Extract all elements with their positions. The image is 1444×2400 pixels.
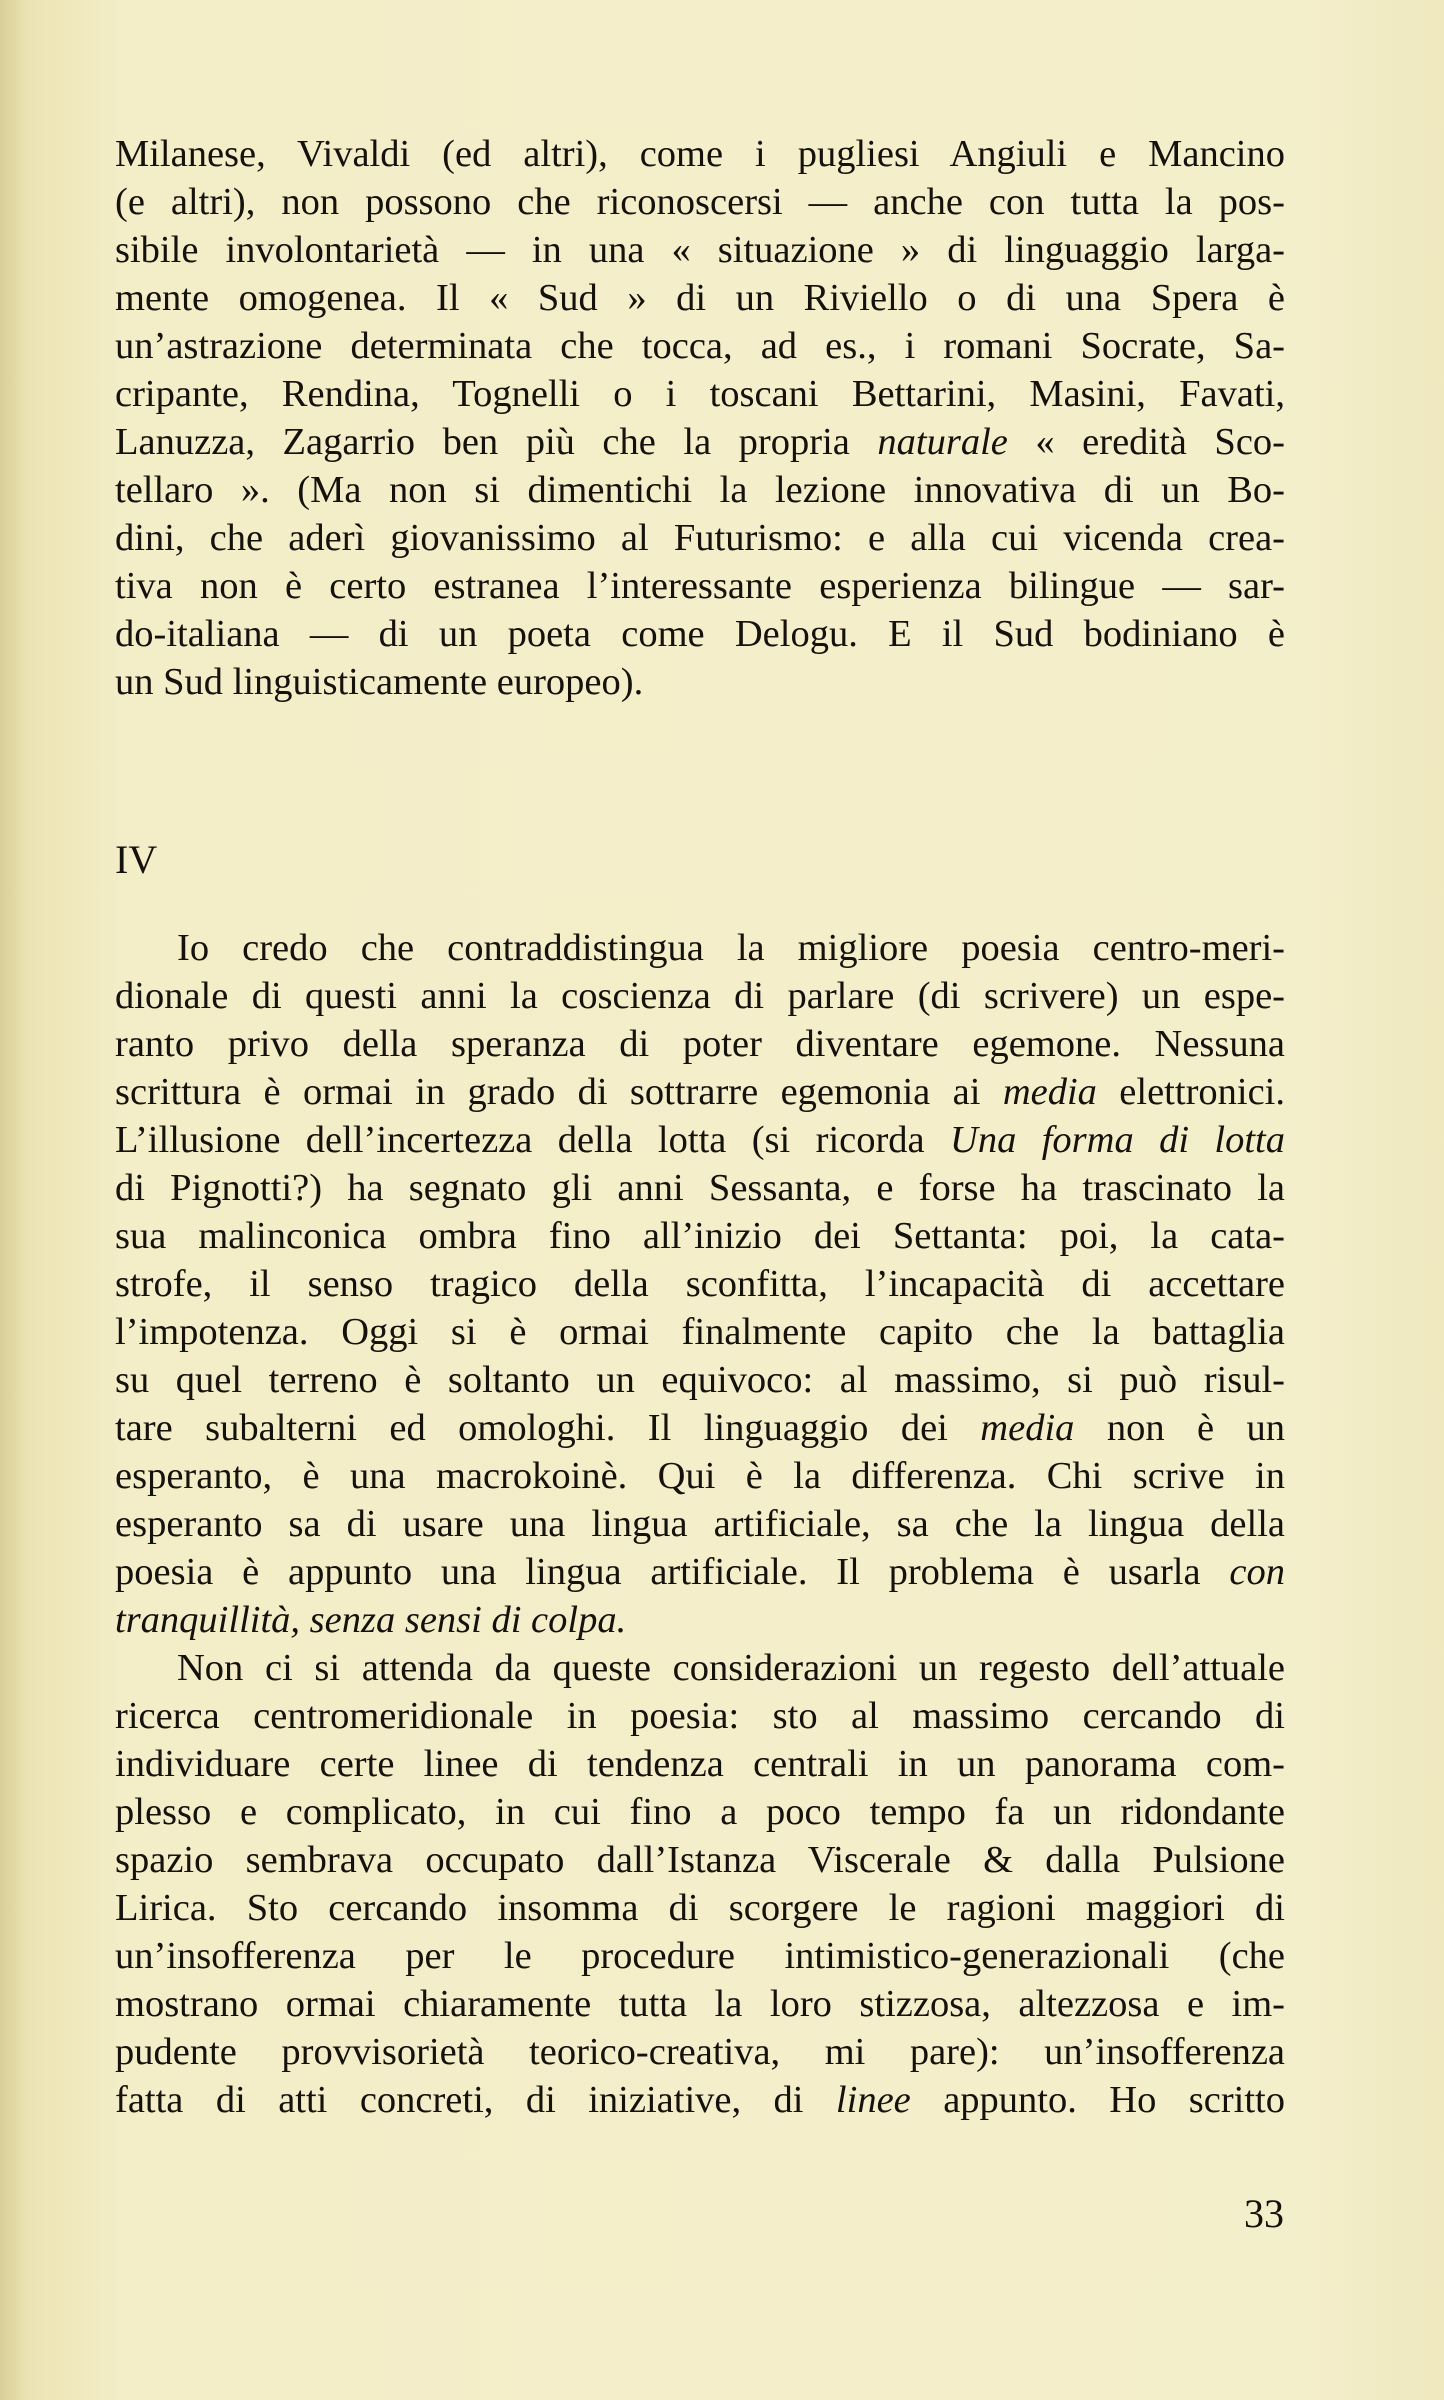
text-run: tare subalterni ed omologhi. Il linguaggio dei — [115, 1407, 948, 1449]
text-line: un Sud linguisticamente europeo). — [115, 661, 644, 703]
text-line: su quel terreno è soltanto un equivoco: al massimo, si può risul- — [115, 1359, 1285, 1401]
text-line: cripante, Rendina, Tognelli o i toscani Bettarini, Masini, Favati, — [115, 373, 1285, 415]
text-run: L’illusione dell’incertezza della lotta (si ricorda — [115, 1119, 925, 1161]
text-line: Lirica. Sto cercando insomma di scorgere le ragioni maggiori di — [115, 1887, 1285, 1929]
text-line: di Pignotti?) ha segnato gli anni Sessanta, e forse ha trascinato la — [115, 1167, 1285, 1209]
text-line: ricerca centromeridionale in poesia: sto al massimo cercando di — [115, 1695, 1285, 1737]
text-line: spazio sembrava occupato dall’Istanza Viscerale & dalla Pulsione — [115, 1839, 1285, 1881]
text-line: tellaro ». (Ma non si dimentichi la lezione innovativa di un Bo- — [115, 469, 1285, 511]
text-run: fatta di atti concreti, di iniziative, di — [115, 2079, 804, 2121]
text-line: do-italiana — di un poeta come Delogu. E il Sud bodiniano è — [115, 613, 1285, 655]
text-line — [115, 418, 1285, 466]
text-line — [115, 1548, 1285, 1596]
italic-text: linee — [835, 2079, 911, 2121]
text-run: Lanuzza, Zagarrio ben più che la propria — [115, 421, 850, 463]
text-line: Non ci si attenda da queste considerazioni un regesto dell’attuale — [177, 1647, 1285, 1689]
italic-text: naturale — [877, 421, 1008, 463]
italic-text: Una forma di lotta — [950, 1119, 1286, 1161]
text-line: esperanto, è una macrokoinè. Qui è la differenza. Chi scrive in — [115, 1455, 1285, 1497]
text-line: mostrano ormai chiaramente tutta la loro stizzosa, altezzosa e im- — [115, 1983, 1285, 2025]
text-line: tiva non è certo estranea l’interessante esperienza bilingue — sar- — [115, 565, 1285, 607]
paragraph-1 — [115, 130, 1285, 706]
text-run: « eredità Sco- — [1035, 421, 1285, 463]
text-line: un’insofferenza per le procedure intimistico-generazionali (che — [115, 1935, 1285, 1977]
text-line — [115, 1404, 1285, 1452]
text-line: Io credo che contraddistingua la migliore poesia centro-meri- — [177, 927, 1285, 969]
text-line: sua malinconica ombra fino all’inizio dei Settanta: poi, la cata- — [115, 1215, 1285, 1257]
paragraph-2 — [115, 924, 1285, 2124]
text-line: l’impotenza. Oggi si è ormai finalmente capito che la battaglia — [115, 1311, 1285, 1353]
page-number: 33 — [1244, 2191, 1284, 2236]
text-line — [115, 1116, 1285, 1164]
text-line: dionale di questi anni la coscienza di parlare (di scrivere) un espe- — [115, 975, 1285, 1017]
text-line: dini, che aderì giovanissimo al Futurismo: e alla cui vicenda crea- — [115, 517, 1285, 559]
text-line: individuare certe linee di tendenza centrali in un panorama com- — [115, 1743, 1285, 1785]
italic-text: con — [1229, 1551, 1285, 1593]
italic-text: media — [980, 1407, 1075, 1449]
italic-text: media — [1002, 1071, 1097, 1113]
text-line — [115, 1596, 1285, 1644]
text-run: appunto. Ho scritto — [943, 2079, 1285, 2121]
text-run: non è un — [1106, 1407, 1286, 1449]
text-line: strofe, il senso tragico della sconfitta, l’incapacità di accettare — [115, 1263, 1285, 1305]
text-line: ranto privo della speranza di poter diventare egemone. Nessuna — [115, 1023, 1285, 1065]
text-line: plesso e complicato, in cui fino a poco tempo fa un ridondante — [115, 1791, 1285, 1833]
text-line: (e altri), non possono che riconoscersi — anche con tutta la pos- — [115, 181, 1285, 223]
text-line: un’astrazione determinata che tocca, ad es., i romani Socrate, Sa- — [115, 325, 1285, 367]
text-run: elettronici. — [1119, 1071, 1285, 1113]
text-run: poesia è appunto una lingua artificiale. Il problema è usarla — [115, 1551, 1201, 1593]
text-line — [115, 2076, 1285, 2124]
text-line: Milanese, Vivaldi (ed altri), come i pugliesi Angiuli e Mancino — [115, 133, 1285, 175]
text-line — [115, 1068, 1285, 1116]
italic-text: tranquillità, senza sensi di colpa. — [115, 1599, 627, 1641]
text-run: scrittura è ormai in grado di sottrarre egemonia ai — [115, 1071, 981, 1113]
section-heading: IV — [115, 837, 158, 882]
text-line: pudente provvisorietà teorico-creativa, mi pare): un’insofferenza — [115, 2031, 1285, 2073]
text-line: sibile involontarietà — in una « situazione » di linguaggio larga- — [115, 229, 1285, 271]
text-line: mente omogenea. Il « Sud » di un Riviello o di una Spera è — [115, 277, 1285, 319]
text-line: esperanto sa di usare una lingua artificiale, sa che la lingua della — [115, 1503, 1285, 1545]
